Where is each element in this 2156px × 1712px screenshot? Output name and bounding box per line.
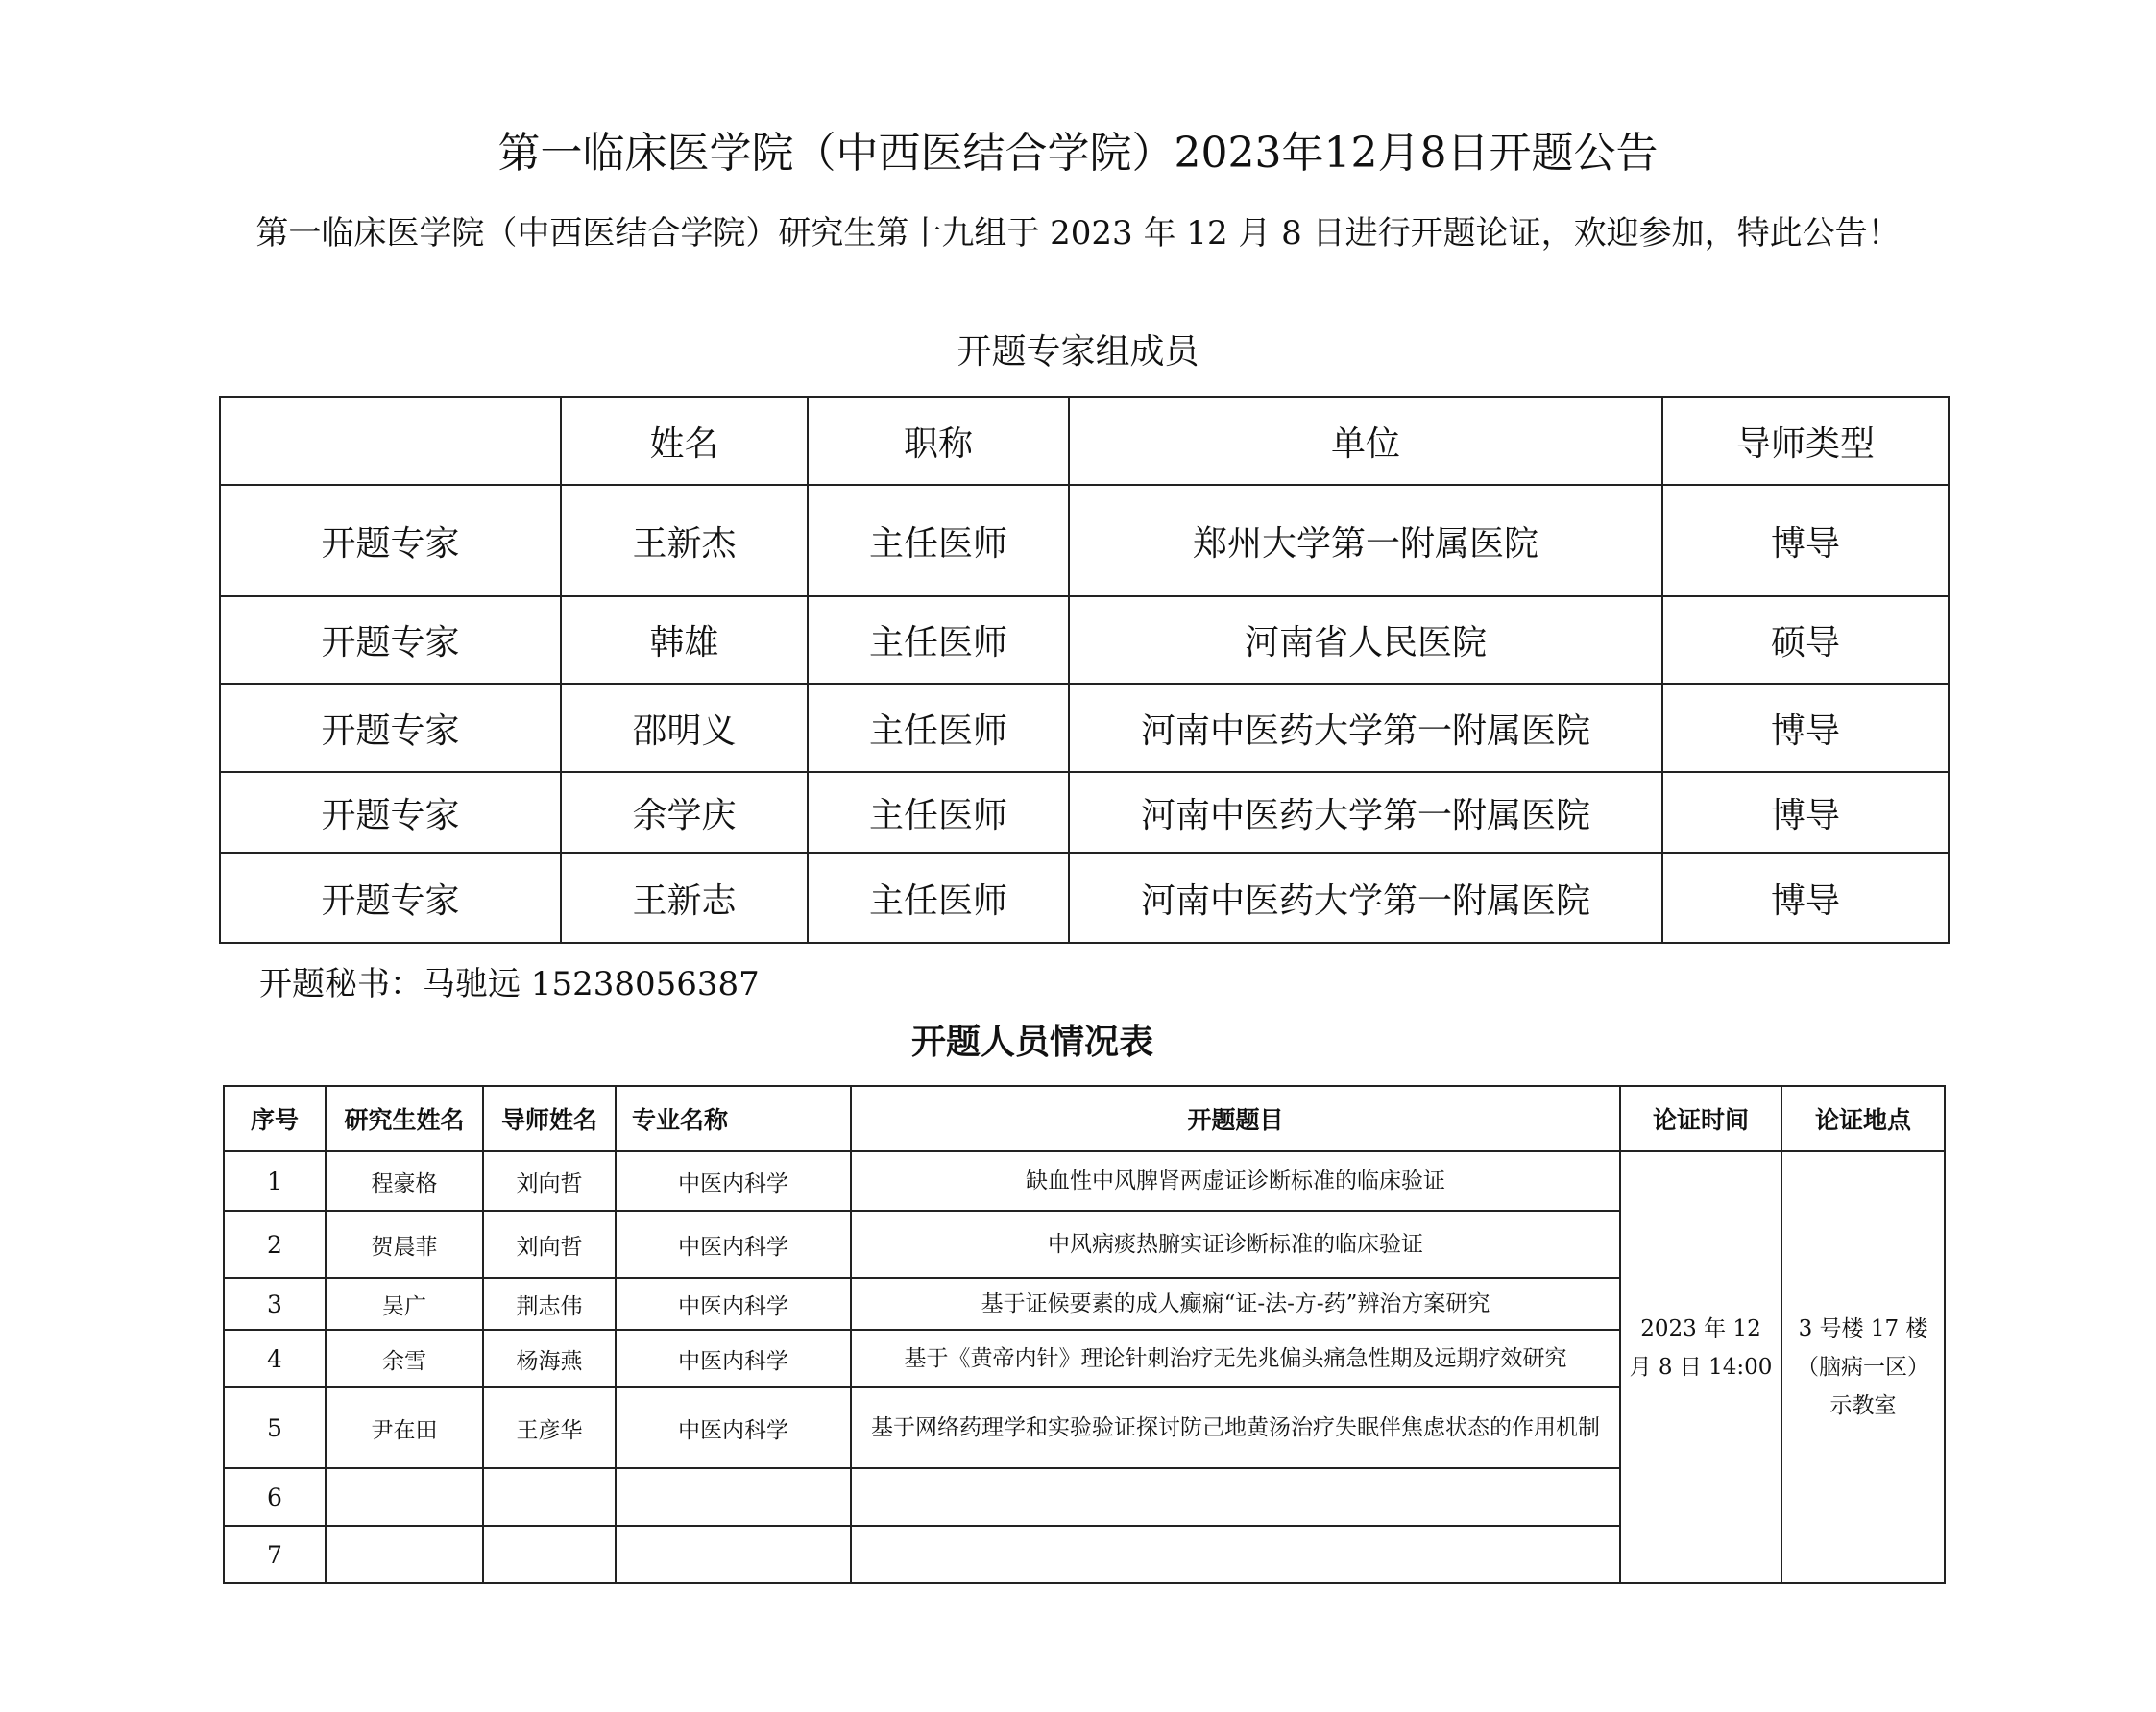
people-header-topic: 开题题目 (851, 1086, 1620, 1151)
people-header-student: 研究生姓名 (326, 1086, 483, 1151)
people-header-no: 序号 (224, 1086, 326, 1151)
expert-name: 韩雄 (561, 596, 808, 684)
people-header-major: 专业名称 (616, 1086, 851, 1151)
people-student: 吴广 (326, 1278, 483, 1330)
expert-unit: 河南省人民医院 (1069, 596, 1662, 684)
expert-type: 博导 (1662, 485, 1949, 596)
expert-row (220, 684, 1949, 772)
announcement-intro: 第一临床医学院（中西医结合学院）研究生第十九组于 2023 年 12 月 8 日进行开题论证，欢迎参加，特此公告！ (255, 214, 1901, 253)
document-title: 第一临床医学院（中西医结合学院）2023年12月8日开题公告 (497, 129, 1659, 178)
people-table-caption: 开题人员情况表 (910, 1022, 1153, 1062)
expert-row (220, 485, 1949, 596)
expert-name: 王新志 (561, 853, 808, 943)
people-major: 中医内科学 (616, 1211, 851, 1278)
people-advisor: 王彦华 (483, 1387, 616, 1468)
people-advisor: 刘向哲 (483, 1211, 616, 1278)
people-topic: 缺血性中风脾肾两虚证诊断标准的临床验证 (851, 1151, 1620, 1211)
people-student: 贺晨菲 (326, 1211, 483, 1278)
people-no: 6 (224, 1468, 326, 1526)
people-major: 中医内科学 (616, 1330, 851, 1387)
expert-title: 主任医师 (808, 485, 1069, 596)
people-student: 程豪格 (326, 1151, 483, 1211)
expert-unit: 河南中医药大学第一附属医院 (1069, 772, 1662, 853)
people-major (616, 1468, 851, 1526)
people-header-advisor: 导师姓名 (483, 1086, 616, 1151)
people-topic (851, 1468, 1620, 1526)
defense-location: 3 号楼 17 楼（脑病一区）示教室 (1781, 1151, 1945, 1583)
expert-header-row (220, 397, 1949, 485)
people-row (224, 1151, 1945, 1211)
defense-time: 2023 年 12 月 8 日 14:00 (1620, 1151, 1781, 1583)
people-student (326, 1526, 483, 1583)
people-topic: 基于《黄帝内针》理论针刺治疗无先兆偏头痛急性期及远期疗效研究 (851, 1330, 1620, 1387)
expert-unit: 河南中医药大学第一附属医院 (1069, 853, 1662, 943)
people-advisor (483, 1468, 616, 1526)
expert-role: 开题专家 (220, 684, 561, 772)
people-no: 3 (224, 1278, 326, 1330)
people-major: 中医内科学 (616, 1151, 851, 1211)
people-no: 7 (224, 1526, 326, 1583)
people-no: 4 (224, 1330, 326, 1387)
expert-header-title: 职称 (808, 397, 1069, 485)
people-major: 中医内科学 (616, 1278, 851, 1330)
people-advisor (483, 1526, 616, 1583)
expert-title: 主任医师 (808, 772, 1069, 853)
people-student: 尹在田 (326, 1387, 483, 1468)
expert-title: 主任医师 (808, 596, 1069, 684)
people-advisor: 荆志伟 (483, 1278, 616, 1330)
people-no: 2 (224, 1211, 326, 1278)
expert-type: 博导 (1662, 853, 1949, 943)
people-advisor: 刘向哲 (483, 1151, 616, 1211)
people-topic: 基于网络药理学和实验验证探讨防己地黄汤治疗失眠伴焦虑状态的作用机制 (851, 1387, 1620, 1468)
expert-role: 开题专家 (220, 772, 561, 853)
people-major (616, 1526, 851, 1583)
expert-header-unit: 单位 (1069, 397, 1662, 485)
expert-row (220, 772, 1949, 853)
expert-type: 博导 (1662, 684, 1949, 772)
people-topic: 基于证候要素的成人癫痫“证-法-方-药”辨治方案研究 (851, 1278, 1620, 1330)
expert-role: 开题专家 (220, 853, 561, 943)
expert-name: 邵明义 (561, 684, 808, 772)
people-header-row (224, 1086, 1945, 1151)
people-topic (851, 1526, 1620, 1583)
people-header-location: 论证地点 (1781, 1086, 1945, 1151)
expert-table (219, 396, 1950, 944)
people-topic: 中风病痰热腑实证诊断标准的临床验证 (851, 1211, 1620, 1278)
expert-type: 博导 (1662, 772, 1949, 853)
people-no: 5 (224, 1387, 326, 1468)
expert-unit: 郑州大学第一附属医院 (1069, 485, 1662, 596)
people-table (223, 1085, 1946, 1584)
people-student (326, 1468, 483, 1526)
expert-header-type: 导师类型 (1662, 397, 1949, 485)
people-major: 中医内科学 (616, 1387, 851, 1468)
expert-name: 王新杰 (561, 485, 808, 596)
secretary-contact: 开题秘书：马驰远 15238056387 (259, 965, 760, 1003)
expert-name: 余学庆 (561, 772, 808, 853)
expert-type: 硕导 (1662, 596, 1949, 684)
expert-header-name: 姓名 (561, 397, 808, 485)
expert-header-role (220, 397, 561, 485)
expert-table-caption: 开题专家组成员 (957, 332, 1199, 372)
expert-row (220, 853, 1949, 943)
people-student: 余雪 (326, 1330, 483, 1387)
expert-role: 开题专家 (220, 485, 561, 596)
expert-row (220, 596, 1949, 684)
people-no: 1 (224, 1151, 326, 1211)
expert-role: 开题专家 (220, 596, 561, 684)
expert-title: 主任医师 (808, 853, 1069, 943)
people-advisor: 杨海燕 (483, 1330, 616, 1387)
people-header-time: 论证时间 (1620, 1086, 1781, 1151)
expert-title: 主任医师 (808, 684, 1069, 772)
expert-unit: 河南中医药大学第一附属医院 (1069, 684, 1662, 772)
